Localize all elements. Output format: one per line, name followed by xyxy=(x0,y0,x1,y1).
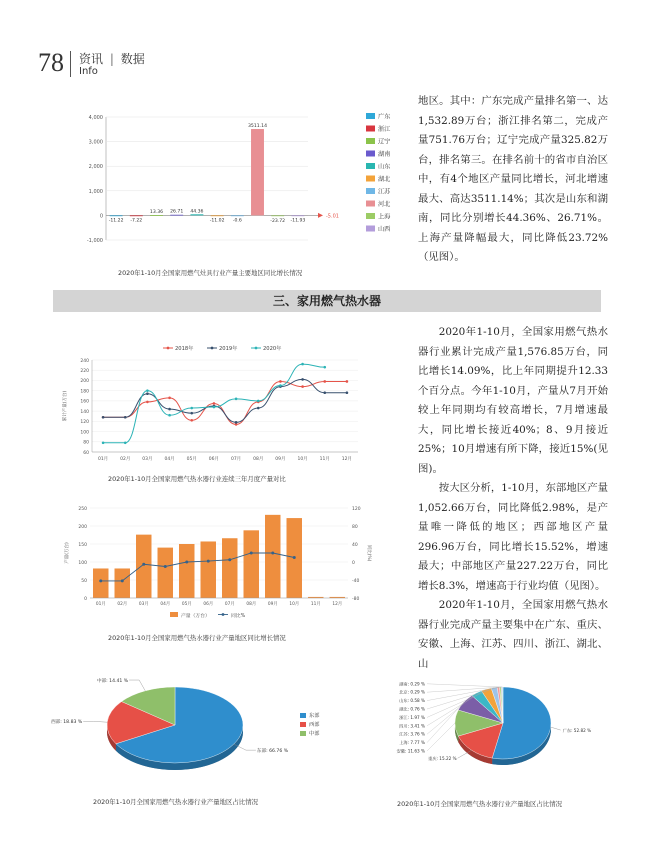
x-tick-label: 12月 xyxy=(332,602,343,607)
series-point xyxy=(146,401,149,404)
bar-05月 xyxy=(179,544,194,598)
bar-value-label: -23.72 xyxy=(270,218,286,224)
series-point xyxy=(235,421,238,424)
legend-label: 2020年 xyxy=(263,346,282,352)
pie-leader-line xyxy=(551,727,561,730)
bar-01月 xyxy=(93,568,108,598)
bar-value-label: -0.6 xyxy=(232,218,242,224)
bar-09月 xyxy=(265,515,280,598)
bar-value-label: -11.93 xyxy=(290,218,306,224)
series-point xyxy=(168,397,171,400)
bar-辽宁 xyxy=(150,215,163,216)
series-point xyxy=(279,380,282,383)
y-tick-label: 60 xyxy=(83,450,89,456)
y-tick-label: 200 xyxy=(80,379,89,385)
pie-label-西部: 西部: 18.83 % xyxy=(51,720,83,726)
y-tick-label: 250 xyxy=(78,506,87,512)
y2-tick-label: 120 xyxy=(352,506,361,512)
legend-label: 河北 xyxy=(378,201,391,208)
y-tick-label: 80 xyxy=(83,440,89,446)
x-tick-label: 09月 xyxy=(267,602,278,607)
x-tick-label: 06月 xyxy=(208,457,220,462)
legend-label: 东部 xyxy=(309,713,320,719)
pie-leader-line xyxy=(427,684,503,687)
y-axis-title: 累计产量(万台) xyxy=(63,390,68,422)
legend-label: 山西 xyxy=(378,226,391,233)
legend-label: 湖北 xyxy=(378,176,391,183)
series-point xyxy=(102,416,105,419)
y-tick-label: -1,000 xyxy=(86,238,103,244)
legend-marker xyxy=(167,347,170,350)
y2-tick-label: -40 xyxy=(352,578,360,584)
text-block-1 xyxy=(418,92,608,268)
header-divider xyxy=(70,51,71,77)
pie-label-浙江: 浙江: 1.97 % xyxy=(399,714,425,720)
bar-山西 xyxy=(291,215,304,216)
series-point xyxy=(190,419,193,422)
y-axis-title: 产量(万台) xyxy=(65,542,70,564)
x-tick-label: 08月 xyxy=(246,602,257,607)
monthly-output-chart-caption: 2020年1-10月全国家用燃气热水器行业连续三年月度产量对比 xyxy=(108,475,286,483)
x-tick-label: 10月 xyxy=(297,457,308,462)
x-tick-label: 04月 xyxy=(164,457,175,462)
x-tick-label: 07月 xyxy=(230,457,242,462)
legend-label: 同比% xyxy=(231,614,246,619)
pie-leader-line xyxy=(83,721,107,722)
legend-label: 中部 xyxy=(309,731,320,737)
x-tick-label: 02月 xyxy=(117,602,128,607)
growth-point xyxy=(142,563,145,566)
y-tick-label: 240 xyxy=(80,358,89,364)
y2-tick-label: 0 xyxy=(352,560,355,566)
growth-point xyxy=(271,552,274,555)
series-point xyxy=(279,384,282,387)
pie-leader-line xyxy=(129,680,145,691)
legend-swatch xyxy=(366,126,375,132)
x-tick-label: 03月 xyxy=(138,602,149,607)
growth-point xyxy=(121,579,124,582)
series-point xyxy=(301,378,304,381)
pie-label-四川: 四川: 3.41 % xyxy=(399,723,425,729)
pie-label-上海: 上海: 7.77 % xyxy=(399,740,425,746)
series-point xyxy=(146,389,149,392)
page-number: 78 xyxy=(38,48,64,77)
x-tick-label: 04月 xyxy=(160,602,171,607)
y-tick-label: 100 xyxy=(78,560,87,566)
x-tick-label: 08月 xyxy=(253,457,264,462)
pie-label-湖南: 湖南: 0.29 % xyxy=(399,681,425,687)
pie-label-湖北: 湖北: 0.76 % xyxy=(399,706,425,712)
series-point xyxy=(323,366,326,369)
y-tick-label: 160 xyxy=(80,399,89,405)
legend-label: 产量（万台） xyxy=(181,614,210,619)
legend-label: 2019年 xyxy=(219,346,238,352)
legend-marker xyxy=(222,613,225,616)
x-tick-label: 05月 xyxy=(186,457,197,462)
bar-河北 xyxy=(251,129,264,215)
x-tick-label: 05月 xyxy=(181,602,192,607)
legend-swatch xyxy=(300,722,306,727)
legend-label: 广东 xyxy=(378,113,391,121)
y-tick-label: 100 xyxy=(80,430,89,436)
bar-value-label: 3511.14 xyxy=(248,124,267,130)
x-tick-label: 07月 xyxy=(224,602,235,607)
bar-03月 xyxy=(136,535,151,598)
pie-label-广东: 广东: 52.82 % xyxy=(562,728,592,734)
y2-axis-title: 同比(%) xyxy=(366,544,371,562)
legend-swatch xyxy=(170,612,178,617)
header-separator: | xyxy=(109,52,114,66)
series-point xyxy=(168,414,171,417)
series-point xyxy=(190,407,193,410)
paragraph-4: 2020年1-10月，全国家用燃气热水器行业完成产量主要集中在广东、重庆、安徽、上海、江苏、四川、浙江、湖北、山 xyxy=(418,599,608,670)
growth-point xyxy=(185,561,188,564)
monthly-growth-combo-chart xyxy=(58,500,378,625)
bar-04月 xyxy=(158,548,173,598)
legend-swatch xyxy=(366,113,375,119)
section-title: 三、家用燃气热水器 xyxy=(53,290,601,312)
legend-swatch xyxy=(366,163,375,169)
bar-value-label: -11.02 xyxy=(209,218,225,224)
bar-上海 xyxy=(271,215,284,216)
series-point xyxy=(102,442,105,445)
x-tick-label: 11月 xyxy=(310,602,321,607)
legend-label: 2018年 xyxy=(175,346,194,352)
bar-湖南 xyxy=(170,215,183,216)
legend-label: 西部 xyxy=(309,722,320,728)
y-tick-label: 1,000 xyxy=(88,188,103,195)
x-tick-label: 12月 xyxy=(341,457,353,462)
series-point xyxy=(257,407,260,410)
legend-swatch xyxy=(366,151,375,157)
x-tick-label: 02月 xyxy=(120,457,131,462)
series-point xyxy=(124,442,127,445)
pie-label-东部: 东部: 66.76 % xyxy=(256,748,289,754)
y2-tick-label: 80 xyxy=(352,524,358,530)
series-point xyxy=(323,391,326,394)
arrow-marker xyxy=(318,213,323,218)
series-point xyxy=(168,408,171,411)
stove-growth-chart xyxy=(78,105,398,265)
bar-浙江 xyxy=(130,215,143,216)
series-point xyxy=(346,391,349,394)
y-tick-label: 0 xyxy=(99,213,103,220)
legend-label: 上海 xyxy=(378,213,391,221)
x-tick-label: 03月 xyxy=(142,457,153,462)
y2-tick-label: 40 xyxy=(352,542,358,548)
legend-swatch xyxy=(366,188,375,194)
y-tick-label: 50 xyxy=(81,578,87,584)
growth-point xyxy=(250,552,253,555)
series-point xyxy=(257,400,260,403)
pie-label-山东: 山东: 0.58 % xyxy=(399,698,425,704)
pie-label-北京: 北京: 0.29 % xyxy=(399,689,425,695)
y-tick-label: 4,000 xyxy=(88,115,103,121)
legend-swatch xyxy=(366,176,375,182)
x-tick-label: 06月 xyxy=(203,602,214,607)
x-tick-label: 11月 xyxy=(319,457,330,462)
region-share-pie-chart xyxy=(51,675,355,785)
paragraph-3: 按大区分析，1-10月，东部地区产量1,052.66万台，同比降低2.98%，是产量唯一降低的地区；西部地区产量296.96万台，同比增长15.52%，增速最大；中部地区产量227.22万台，同比增长8.3%，增速高于行业均值（见图）。 xyxy=(418,482,608,592)
x-tick-label: 01月 xyxy=(97,457,109,462)
series-point xyxy=(301,385,304,388)
y-tick-label: 180 xyxy=(80,389,89,395)
legend-marker xyxy=(255,347,258,350)
series-point xyxy=(213,406,216,409)
province-share-pie-chart xyxy=(385,663,605,778)
y-tick-label: 140 xyxy=(80,409,89,415)
series-point xyxy=(235,398,238,401)
legend-swatch xyxy=(366,201,375,207)
y-tick-label: 3,000 xyxy=(88,139,103,146)
y-tick-label: 150 xyxy=(78,542,87,548)
series-point xyxy=(346,380,349,383)
bar-value-label: 26.71 xyxy=(170,209,184,215)
series-point xyxy=(190,412,193,415)
growth-point xyxy=(293,556,296,559)
y-tick-label: 120 xyxy=(80,420,89,426)
paragraph-2: 2020年1-10月，全国家用燃气热水器行业累计完成产量1,576.85万台，同比增长14.09%，比上年同期提升12.33个百分点。今年1-10月，产量从7月开始较上年同期均有较高增长，7月增速最大，同比增长接近40%；8、9月接近25%；10月增速有所下降，接近15%(见图)。 xyxy=(418,326,608,475)
x-tick-label: 01月 xyxy=(95,602,106,607)
pie-label-重庆: 重庆: 15.22 % xyxy=(428,756,457,762)
growth-point xyxy=(99,579,102,582)
bar-山东 xyxy=(190,214,203,215)
bar-08月 xyxy=(244,530,259,598)
series-point xyxy=(323,380,326,383)
legend-label: 浙江 xyxy=(378,126,391,133)
monthly-output-line-chart xyxy=(58,340,368,470)
bar-value-label: 13.36 xyxy=(149,210,164,216)
bar-广东 xyxy=(110,215,123,216)
legend-swatch xyxy=(366,226,375,232)
legend-marker xyxy=(211,347,214,350)
province-share-pie-caption: 2020年1-10月全国家用燃气热水器行业产量地区占比情况 xyxy=(397,800,562,808)
y-tick-label: 220 xyxy=(80,369,89,375)
y-tick-label: 0 xyxy=(84,596,87,602)
region-share-pie-caption: 2020年1-10月全国家用燃气热水器行业产量地区占比情况 xyxy=(93,798,258,806)
series-point xyxy=(146,392,149,395)
pie-label-中部: 中部: 14.41 % xyxy=(96,678,129,684)
header-category xyxy=(79,50,145,67)
x-tick-label: 10月 xyxy=(289,602,300,607)
paragraph-1: 地区。其中：广东完成产量排名第一、达1,532.89万台；浙江排名第二，完成产量751.76万台；辽宁完成产量325.82万台，排名第三。在排名前十的省市自治区中，有4个地区产量同比增长，河北增速最大、高达3511.14%；其次是山东和湖南，同比分别增长44.36%、26.71%。上海产量降幅最大，同比降低23.72%（见图）。 xyxy=(418,95,608,263)
growth-point xyxy=(207,560,210,563)
bar-07月 xyxy=(222,538,237,598)
stove-growth-chart-caption: 2020年1-10月全国家用燃气灶具行业产量主要地区同比增长情况 xyxy=(118,269,303,277)
legend-label: 辽宁 xyxy=(378,138,391,146)
legend-label: 江苏 xyxy=(378,188,391,196)
bar-value-label: -11.22 xyxy=(108,218,124,224)
bar-江苏 xyxy=(231,215,244,216)
legend-label: 湖南 xyxy=(378,151,391,158)
legend-swatch xyxy=(366,138,375,144)
bar-value-label: 44.36 xyxy=(190,209,204,215)
bar-02月 xyxy=(115,568,130,598)
y2-tick-label: -80 xyxy=(352,596,360,602)
growth-combo-chart-caption: 2020年1-10月全国家用燃气热水器行业产量地区同比增长情况 xyxy=(108,634,286,642)
growth-point xyxy=(228,558,231,561)
x-tick-label: 09月 xyxy=(275,457,286,462)
series-point xyxy=(301,363,304,366)
bar-value-label: -7.22 xyxy=(130,218,143,224)
pie-label-江苏: 江苏: 3.76 % xyxy=(399,731,425,737)
pie-label-安徽: 安徽: 11.63 % xyxy=(396,748,425,754)
arrow-label: -5.01 xyxy=(326,213,339,220)
legend-label: 山东 xyxy=(378,163,391,171)
legend-swatch xyxy=(300,713,306,718)
bar-06月 xyxy=(201,541,216,598)
y-tick-label: 200 xyxy=(78,524,87,530)
legend-swatch xyxy=(300,731,306,736)
header-category-cn: 资讯 xyxy=(79,52,104,66)
text-block-2 xyxy=(418,323,608,674)
header-subcategory: 数据 xyxy=(120,52,145,66)
y-tick-label: 2,000 xyxy=(88,164,103,171)
series-point xyxy=(124,416,127,419)
growth-point xyxy=(164,565,167,568)
legend-swatch xyxy=(366,213,375,219)
header-category-en: Info xyxy=(79,66,98,77)
bar-湖北 xyxy=(211,215,224,216)
series-point xyxy=(213,402,216,405)
